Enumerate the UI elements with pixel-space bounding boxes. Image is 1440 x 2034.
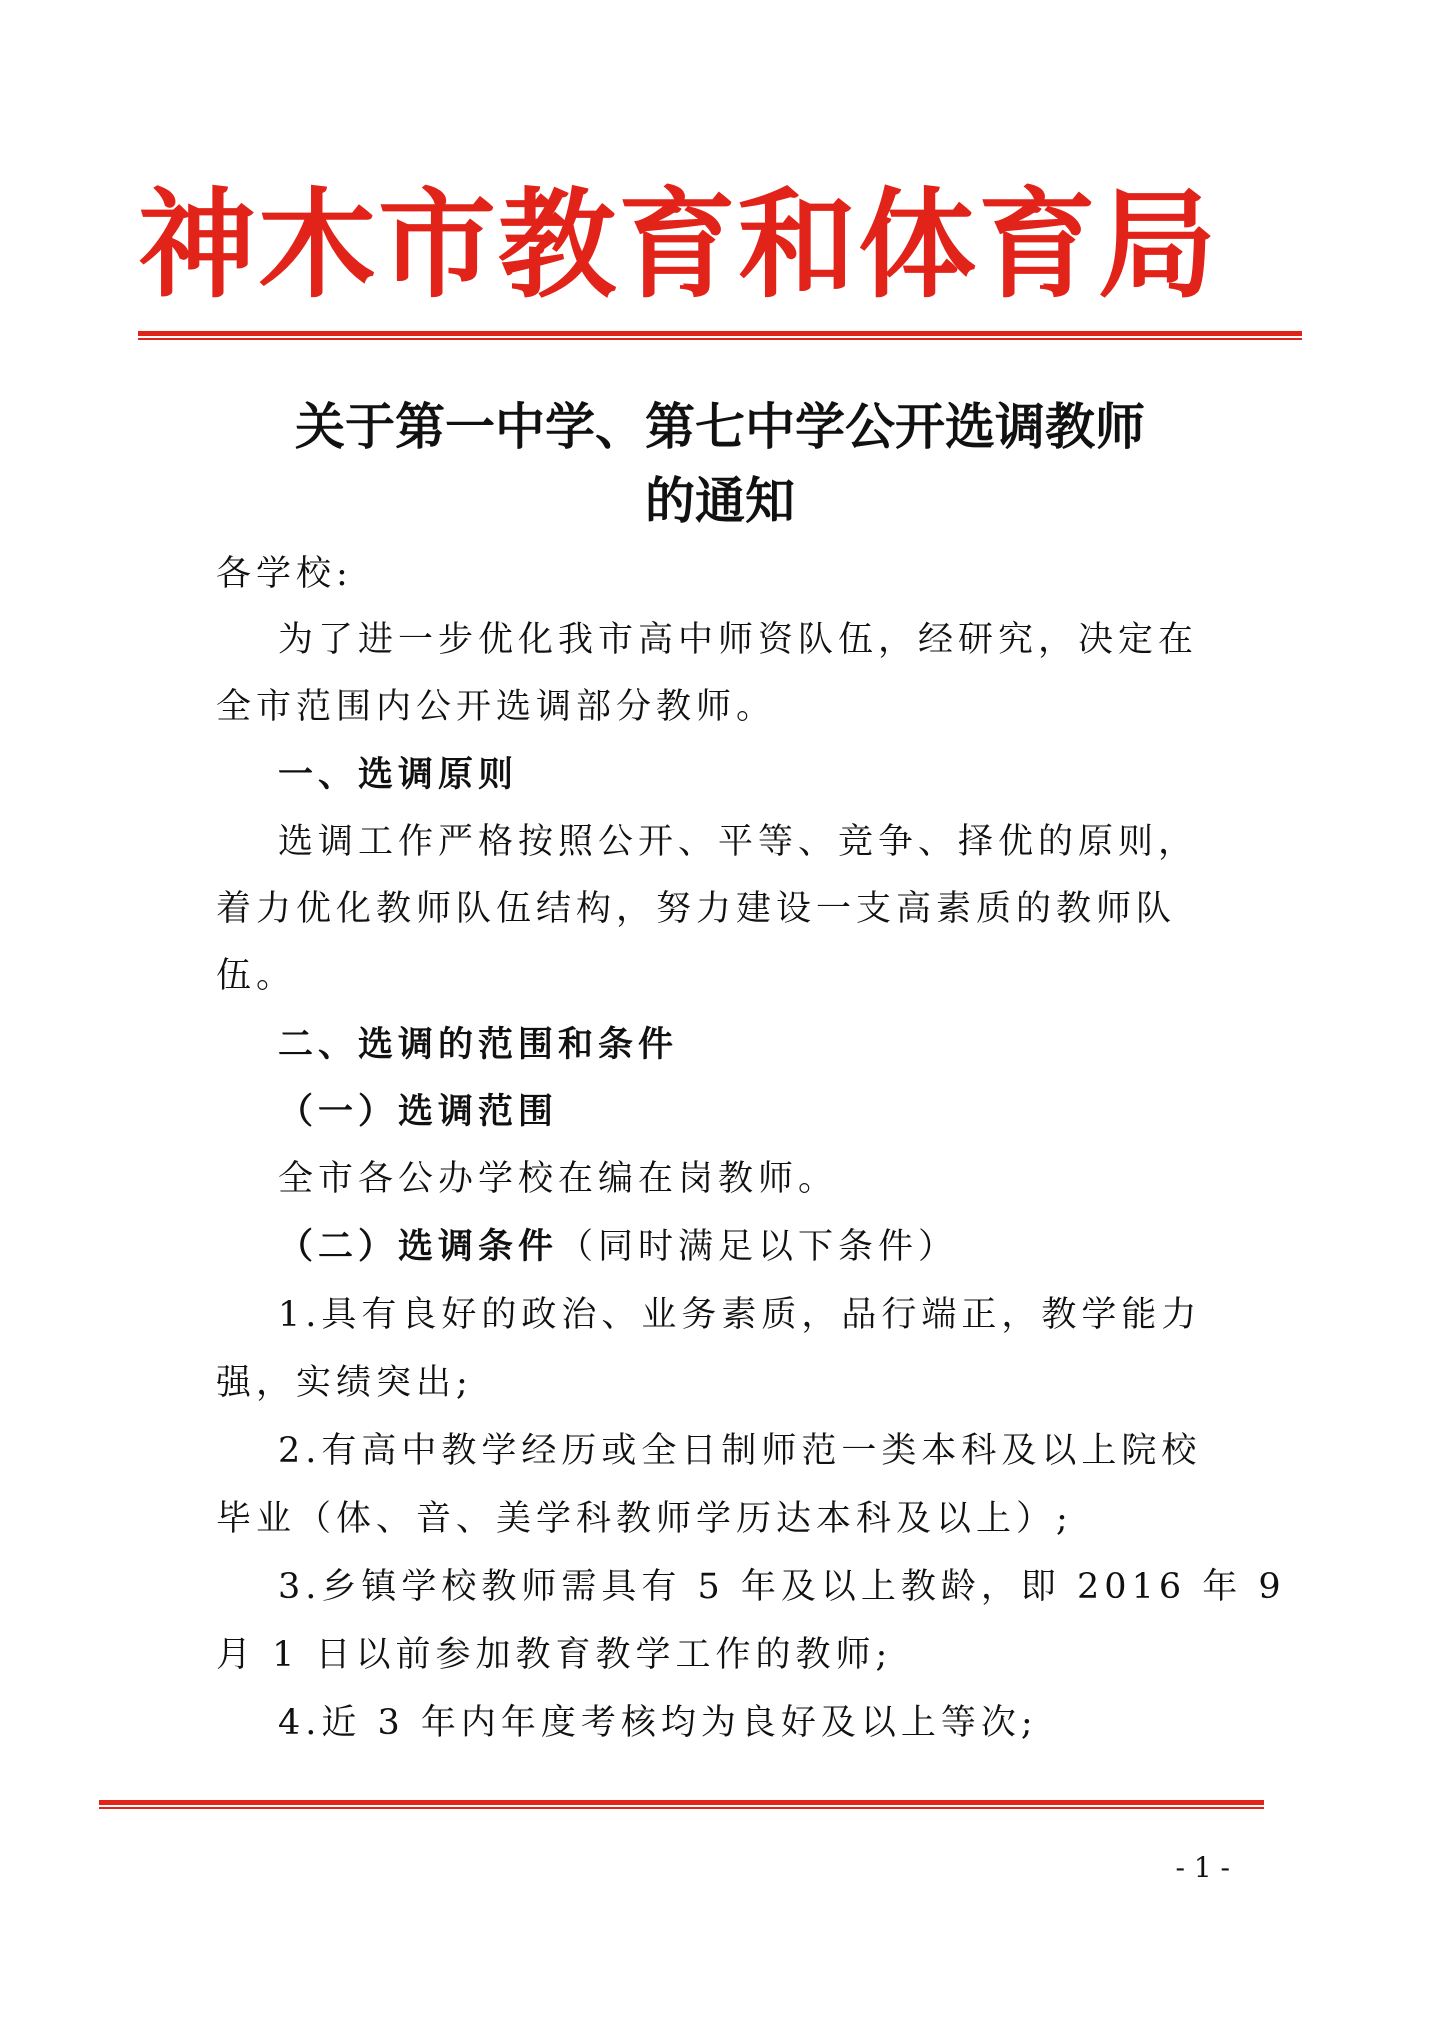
- footer-red-divider: [99, 1800, 1264, 1810]
- header-red-divider: [138, 331, 1302, 341]
- condition-3-line-2: 月 1 日以前参加教育教学工作的教师;: [216, 1635, 893, 1675]
- section-1-paragraph-line-2: 着力优化教师队伍结构，努力建设一支高素质的教师队: [216, 889, 1177, 929]
- subsection-2-note: （同时满足以下条件）: [558, 1227, 959, 1267]
- document-title-line-1: 关于第一中学、第七中学公开选调教师: [295, 397, 1145, 456]
- intro-paragraph-line-2: 全市范围内公开选调部分教师。: [216, 687, 777, 727]
- subsection-2-heading: （二）选调条件: [278, 1227, 559, 1267]
- subsection-2-heading-line: [278, 1220, 1224, 1274]
- condition-1-line-1: 1.具有良好的政治、业务素质，品行端正，教学能力: [278, 1295, 1202, 1335]
- section-2-heading: 二、选调的范围和条件: [278, 1025, 679, 1065]
- section-1-paragraph-line-1: 选调工作严格按照公开、平等、竞争、择优的原则，: [278, 822, 1199, 862]
- issuing-organization-header: 神木市教育和体育局: [138, 175, 1219, 314]
- condition-2-line-2: 毕业（体、音、美学科教师学历达本科及以上）;: [216, 1499, 1073, 1539]
- section-1-heading: 一、选调原则: [278, 755, 519, 795]
- subsection-1-text: 全市各公办学校在编在岗教师。: [278, 1159, 839, 1199]
- condition-3-line-1: 3.乡镇学校教师需具有 5 年及以上教龄，即 2016 年 9: [278, 1567, 1286, 1607]
- condition-2-line-1: 2.有高中教学经历或全日制师范一类本科及以上院校: [278, 1431, 1202, 1471]
- subsection-1-heading: （一）选调范围: [278, 1092, 559, 1132]
- page-number: - 1 -: [1175, 1851, 1230, 1884]
- document-title-line-2: 的通知: [645, 471, 795, 530]
- condition-1-line-2: 强，实绩突出;: [216, 1363, 473, 1403]
- condition-4-line-1: 4.近 3 年内年度考核均为良好及以上等次;: [278, 1703, 1038, 1743]
- salutation: 各学校:: [216, 554, 353, 594]
- intro-paragraph-line-1: 为了进一步优化我市高中师资队伍，经研究，决定在: [278, 620, 1199, 660]
- section-1-paragraph-line-3: 伍。: [216, 956, 297, 996]
